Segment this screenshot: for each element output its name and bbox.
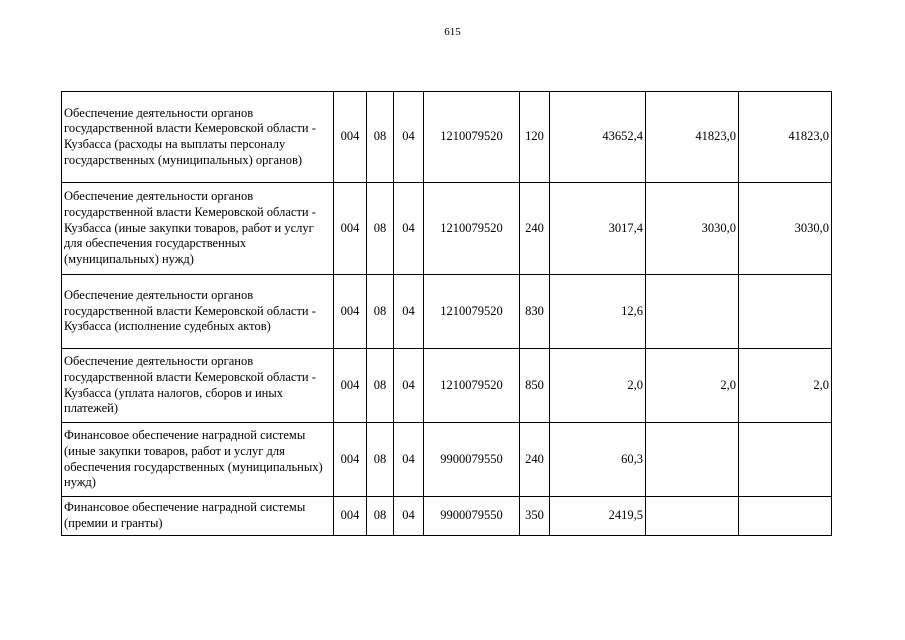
row-amount-2: 2,0 [646, 349, 739, 423]
row-name: Обеспечение деятельности органов государственной власти Кемеровской области - Кузбасса (расходы на выплаты персоналу государственных (муниципальных) органов) [62, 92, 334, 183]
row-vr: 350 [520, 497, 550, 536]
table-row [62, 423, 832, 497]
row-amount-1: 3017,4 [550, 183, 646, 275]
row-rz: 08 [367, 275, 394, 349]
budget-table [61, 91, 832, 536]
row-ved: 004 [334, 183, 367, 275]
row-amount-2 [646, 497, 739, 536]
row-ved: 004 [334, 92, 367, 183]
row-csr: 9900079550 [424, 423, 520, 497]
row-name: Обеспечение деятельности органов государственной власти Кемеровской области - Кузбасса (иные закупки товаров, работ и услуг для обеспечения государственных (муниципальных) нужд) [62, 183, 334, 275]
row-vr: 240 [520, 183, 550, 275]
table-row [62, 275, 832, 349]
row-amount-3 [739, 497, 832, 536]
row-pr: 04 [394, 275, 424, 349]
row-amount-1: 60,3 [550, 423, 646, 497]
row-csr: 1210079520 [424, 183, 520, 275]
row-amount-3: 3030,0 [739, 183, 832, 275]
page-number: 615 [444, 26, 461, 38]
row-amount-3 [739, 275, 832, 349]
row-amount-3 [739, 423, 832, 497]
row-csr: 1210079520 [424, 92, 520, 183]
row-rz: 08 [367, 423, 394, 497]
row-csr: 1210079520 [424, 349, 520, 423]
row-pr: 04 [394, 183, 424, 275]
row-ved: 004 [334, 275, 367, 349]
row-ved: 004 [334, 497, 367, 536]
row-rz: 08 [367, 497, 394, 536]
row-amount-1: 2419,5 [550, 497, 646, 536]
table-row [62, 183, 832, 275]
table-row [62, 92, 832, 183]
row-name: Обеспечение деятельности органов государственной власти Кемеровской области - Кузбасса (уплата налогов, сборов и иных платежей) [62, 349, 334, 423]
row-amount-2: 41823,0 [646, 92, 739, 183]
row-amount-3: 41823,0 [739, 92, 832, 183]
row-pr: 04 [394, 92, 424, 183]
row-csr: 1210079520 [424, 275, 520, 349]
row-pr: 04 [394, 349, 424, 423]
row-amount-3: 2,0 [739, 349, 832, 423]
row-rz: 08 [367, 92, 394, 183]
row-name: Финансовое обеспечение наградной системы (премии и гранты) [62, 497, 334, 536]
row-amount-2: 3030,0 [646, 183, 739, 275]
row-ved: 004 [334, 349, 367, 423]
row-vr: 830 [520, 275, 550, 349]
row-amount-2 [646, 423, 739, 497]
row-vr: 120 [520, 92, 550, 183]
row-rz: 08 [367, 183, 394, 275]
row-name: Обеспечение деятельности органов государственной власти Кемеровской области - Кузбасса (исполнение судебных актов) [62, 275, 334, 349]
row-pr: 04 [394, 497, 424, 536]
row-amount-1: 43652,4 [550, 92, 646, 183]
row-name: Финансовое обеспечение наградной системы (иные закупки товаров, работ и услуг для обеспечения государственных (муниципальных) нужд) [62, 423, 334, 497]
row-vr: 240 [520, 423, 550, 497]
row-vr: 850 [520, 349, 550, 423]
table-body [62, 92, 832, 536]
table-row [62, 497, 832, 536]
row-ved: 004 [334, 423, 367, 497]
row-amount-1: 2,0 [550, 349, 646, 423]
row-csr: 9900079550 [424, 497, 520, 536]
table-row [62, 349, 832, 423]
row-amount-1: 12,6 [550, 275, 646, 349]
row-rz: 08 [367, 349, 394, 423]
row-amount-2 [646, 275, 739, 349]
row-pr: 04 [394, 423, 424, 497]
